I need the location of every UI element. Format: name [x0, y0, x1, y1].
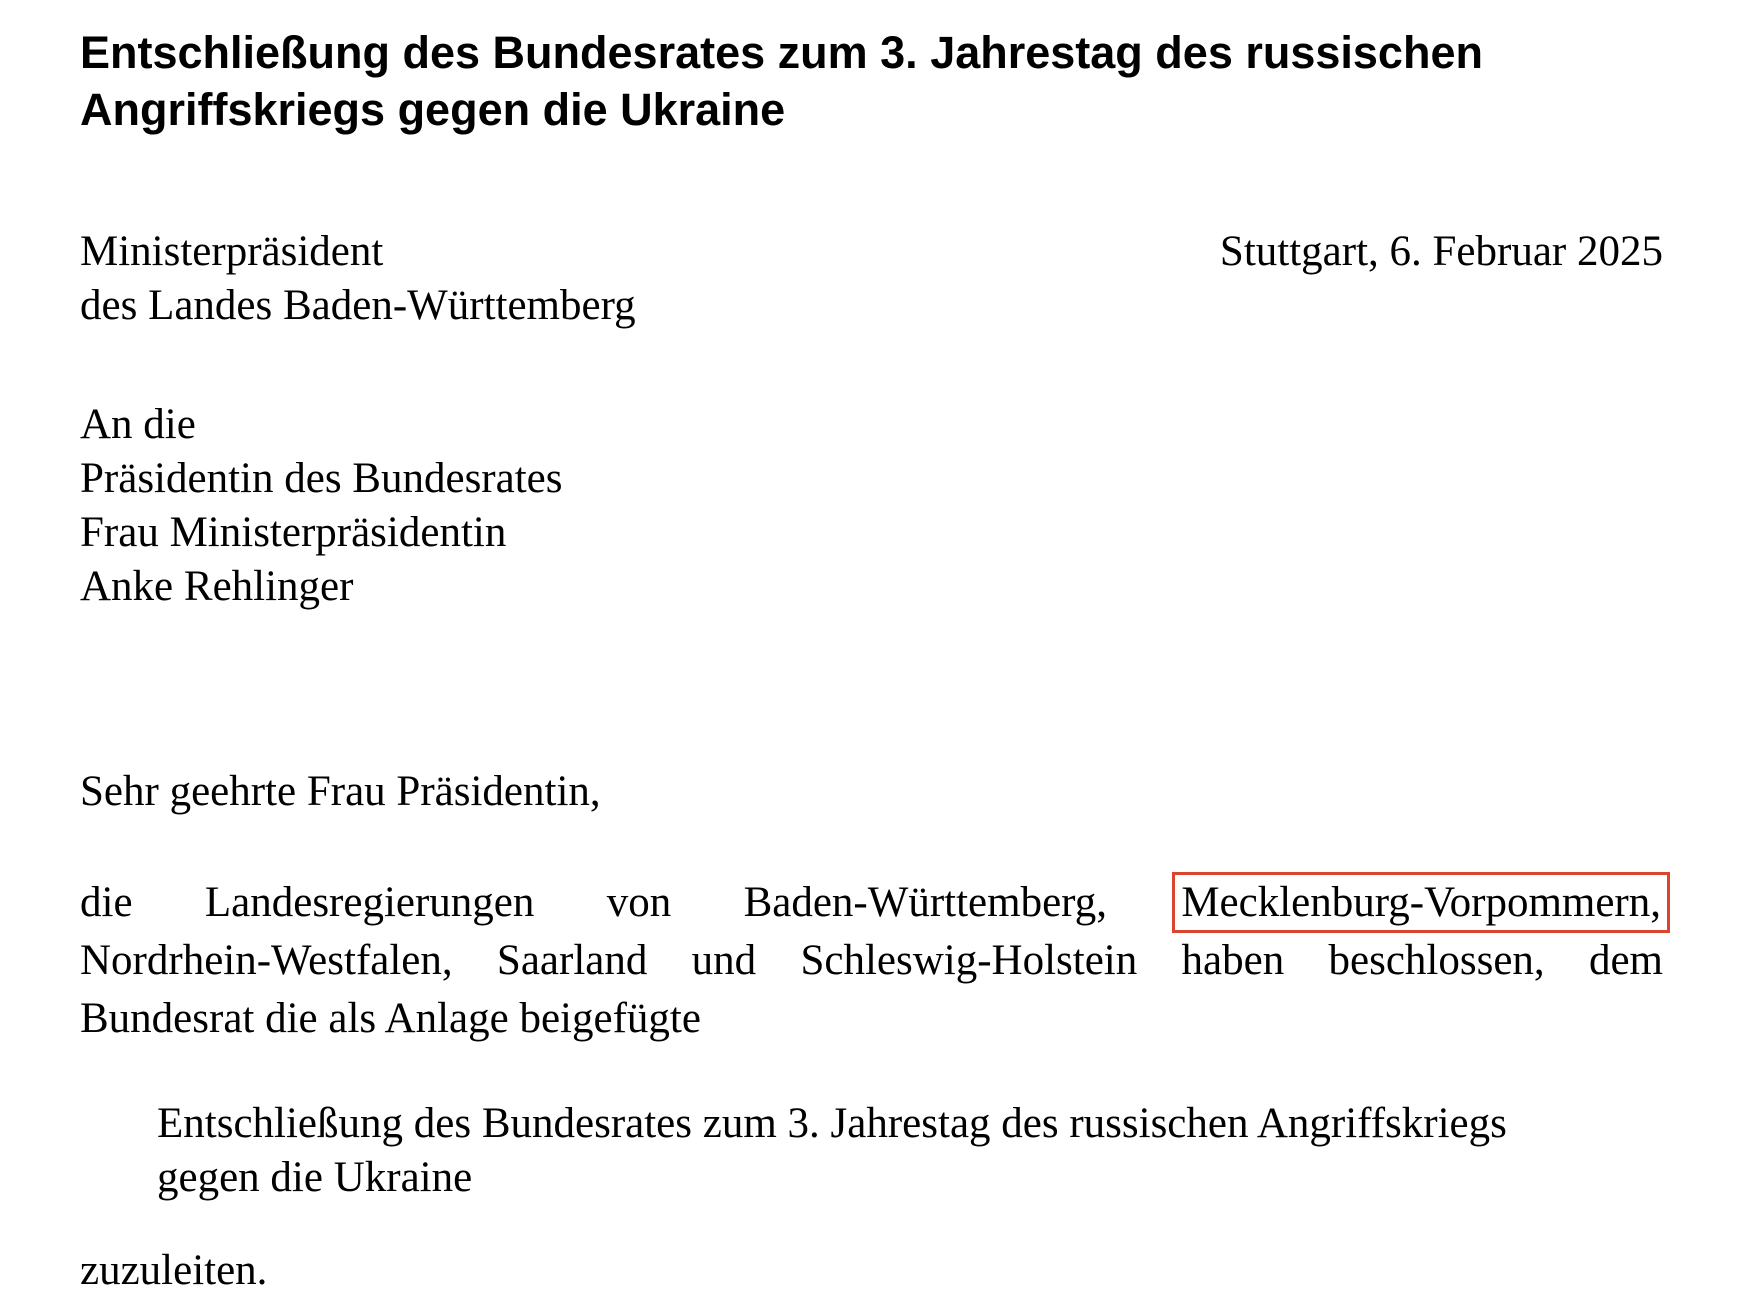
quoted-title-line-1: Entschließung des Bundesrates zum 3. Jahrestag des russischen Angriffskriegs: [157, 1100, 1507, 1147]
recipient-line-3: Frau Ministerpräsidentin: [80, 509, 507, 556]
sender-block: [80, 225, 636, 333]
body-line-3: Bundesrat die als Anlage beigefügte: [80, 995, 701, 1042]
place-date: Stuttgart, 6. Februar 2025: [1219, 228, 1663, 275]
recipient-block: [80, 398, 562, 614]
highlighted-state-name: Mecklenburg-Vorpommern,: [1181, 879, 1661, 926]
quoted-title-line-2: gegen die Ukraine: [157, 1154, 473, 1201]
document-title: Entschließung des Bundesrates zum 3. Jahrestag des russischen Angriffskriegs gegen die Ukraine: [80, 27, 1483, 135]
quoted-resolution-title: [157, 1097, 1657, 1205]
body-paragraph: [80, 874, 1663, 1048]
closing-text: zuzuleiten.: [80, 1247, 268, 1294]
body-line-2: Nordrhein-Westfalen, Saarland und Schleswig-Holstein haben beschlossen, dem: [80, 937, 1663, 984]
recipient-line-4: Anke Rehlinger: [80, 563, 354, 610]
recipient-line-2: Präsidentin des Bundesrates: [80, 455, 563, 502]
body-line-1: [80, 874, 1663, 932]
recipient-line-1: An die: [80, 401, 196, 448]
body-line-1-text: die Landesregierungen von Baden-Württemberg,: [80, 879, 1107, 926]
salutation: Sehr geehrte Frau Präsidentin,: [80, 768, 601, 815]
sender-line-2: des Landes Baden-Württemberg: [80, 282, 636, 329]
sender-line-1: Ministerpräsident: [80, 228, 384, 275]
